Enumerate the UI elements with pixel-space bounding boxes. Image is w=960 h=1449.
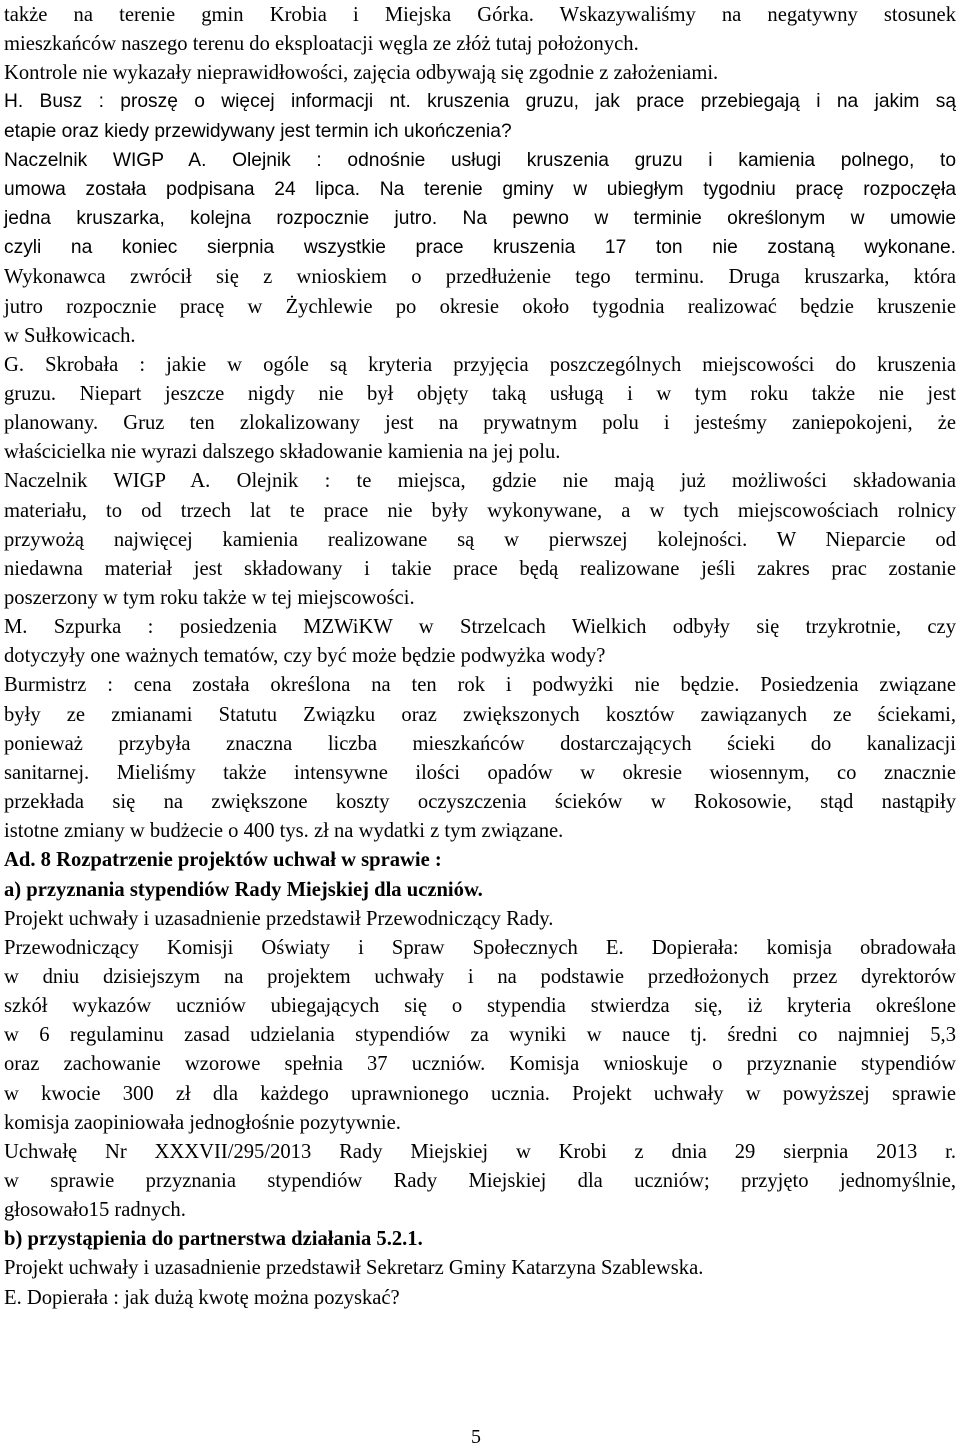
text-line: właścicielka nie wyrazi dalszego składowanie kamienia na jej polu. — [4, 441, 561, 464]
text-line: M. Szpurka : posiedzenia MZWiKW w Strzelcach Wielkich odbyły się trzykrotnie, czy — [4, 616, 956, 639]
text-line: oraz zachowanie wzorowe spełnia 37 uczniów. Komisja wnioskuje o przyznanie stypendiów — [4, 1053, 956, 1076]
text-line: przekłada się na zwiększone koszty oczyszczenia ścieków w Rokosowie, stąd nastąpiły — [4, 791, 956, 814]
text-line: Projekt uchwały i uzasadnienie przedstawił Przewodniczący Rady. — [4, 907, 554, 930]
section-heading-line: Ad. 8 Rozpatrzenie projektów uchwał w sprawie : — [4, 849, 442, 872]
text-line: Przewodniczący Komisji Oświaty i Spraw Społecznych E. Dopierała: komisja obradowała — [4, 936, 956, 959]
text-line: głosowało15 radnych. — [4, 1199, 186, 1222]
text-line: przywożą najwięcej kamienia realizowane są w pierwszej kolejności. W Nieparcie od — [4, 528, 956, 551]
text-line: mieszkańców naszego terenu do eksploatacji węgla ze złóż tutaj położonych. — [4, 33, 639, 56]
text-line: G. Skrobała : jakie w ogóle są kryteria przyjęcia poszczególnych miejscowości do kruszenia — [4, 353, 956, 376]
text-line: Burmistrz : cena została określona na ten rok i podwyżki nie będzie. Posiedzenia związane — [4, 674, 956, 697]
text-line: dotyczyły one ważnych tematów, czy być może będzie podwyżka wody? — [4, 645, 606, 668]
text-line: niedawna materiał jest składowany i takie prace będą realizowane jeśli zakres prac zostanie — [4, 557, 956, 580]
text-line: planowany. Gruz ten zlokalizowany jest na prywatnym polu i jesteśmy zaniepokojeni, że — [4, 412, 956, 435]
text-line: w kwocie 300 zł dla każdego uprawnionego ucznia. Projekt uchwały w powyższej sprawie — [4, 1082, 956, 1105]
text-line: umowa została podpisana 24 lipca. Na terenie gminy w ubiegłym tygodniu pracę rozpoczęła — [4, 178, 956, 200]
text-line: Projekt uchwały i uzasadnienie przedstawił Sekretarz Gminy Katarzyna Szablewska. — [4, 1257, 704, 1280]
text-line: H. Busz : proszę o więcej informacji nt. kruszenia gruzu, jak prace przebiegają i na jakim są — [4, 91, 956, 113]
text-line: poszerzony w tym roku także w tej miejscowości. — [4, 587, 415, 609]
text-line: Kontrole nie wykazały nieprawidłowości, zajęcia odbywają się zgodnie z założeniami. — [4, 62, 719, 85]
text-line: istotne zmiany w budżecie o 400 tys. zł na wydatki z tym związane. — [4, 820, 564, 843]
section-heading-line: b) przystąpienia do partnerstwa działania 5.2.1. — [4, 1228, 423, 1251]
text-line: jedna kruszarka, kolejna rozpocznie jutro. Na pewno w terminie określonym w umowie — [4, 208, 956, 230]
text-line: w sprawie przyznania stypendiów Rady Miejskiej dla uczniów; przyjęto jednomyślnie, — [4, 1170, 956, 1192]
text-line: gruzu. Niepart jeszcze nigdy nie był objęty taką usługą i w tym roku także nie jest — [4, 382, 956, 405]
text-line: ponieważ przybyła znaczna liczba mieszkańców dostarczających ścieki do kanalizacji — [4, 732, 956, 755]
text-line: także na terenie gmin Krobia i Miejska Górka. Wskazywaliśmy na negatywny stosunek — [4, 4, 956, 26]
text-line: sanitarnej. Mieliśmy także intensywne ilości opadów w okresie wiosennym, co znacznie — [4, 761, 956, 784]
text-line: w 6 regulaminu zasad udzielania stypendiów za wyniki w nauce tj. średni co najmniej 5,3 — [4, 1024, 956, 1047]
text-line: były ze zmianami Statutu Związku oraz zwiększonych kosztów zawiązanych ze ściekami, — [4, 703, 956, 726]
text-line: jutro rozpocznie pracę w Żychlewie po okresie około tygodnia realizować będzie kruszenie — [4, 295, 956, 318]
text-line: materiału, to od trzech lat te prace nie były wykonywane, a w tych miejscowościach rolnicy — [4, 499, 956, 522]
section-heading-line: a) przyznania stypendiów Rady Miejskiej dla uczniów. — [4, 878, 483, 901]
text-line: Wykonawca zwrócił się z wnioskiem o przedłużenie tego terminu. Druga kruszarka, która — [4, 266, 956, 289]
text-line: etapie oraz kiedy przewidywany jest termin ich ukończenia? — [4, 120, 512, 142]
text-line: w Sułkowicach. — [4, 324, 136, 347]
text-line: komisja zaopiniowała jednogłośnie pozytywnie. — [4, 1111, 401, 1134]
text-line: Naczelnik WIGP A. Olejnik : te miejsca, gdzie nie mają już możliwości składowania — [4, 470, 956, 493]
text-line: czyli na koniec sierpnia wszystkie prace kruszenia 17 ton nie zostaną wykonane. — [4, 237, 956, 259]
page-number: 5 — [471, 1426, 481, 1448]
text-line: Naczelnik WIGP A. Olejnik : odnośnie usługi kruszenia gruzu i kamienia polnego, to — [4, 149, 956, 171]
text-line: E. Dopierała : jak dużą kwotę można pozyskać? — [4, 1286, 400, 1309]
text-line: szkół wykazów uczniów ubiegających się o stypendia stwierdza się, iż kryteria określone — [4, 995, 956, 1018]
text-line: Uchwałę Nr XXXVII/295/2013 Rady Miejskiej w Krobi z dnia 29 sierpnia 2013 r. — [4, 1140, 956, 1163]
text-line: w dniu dzisiejszym na projektem uchwały i na podstawie przedłożonych przez dyrektorów — [4, 965, 956, 988]
